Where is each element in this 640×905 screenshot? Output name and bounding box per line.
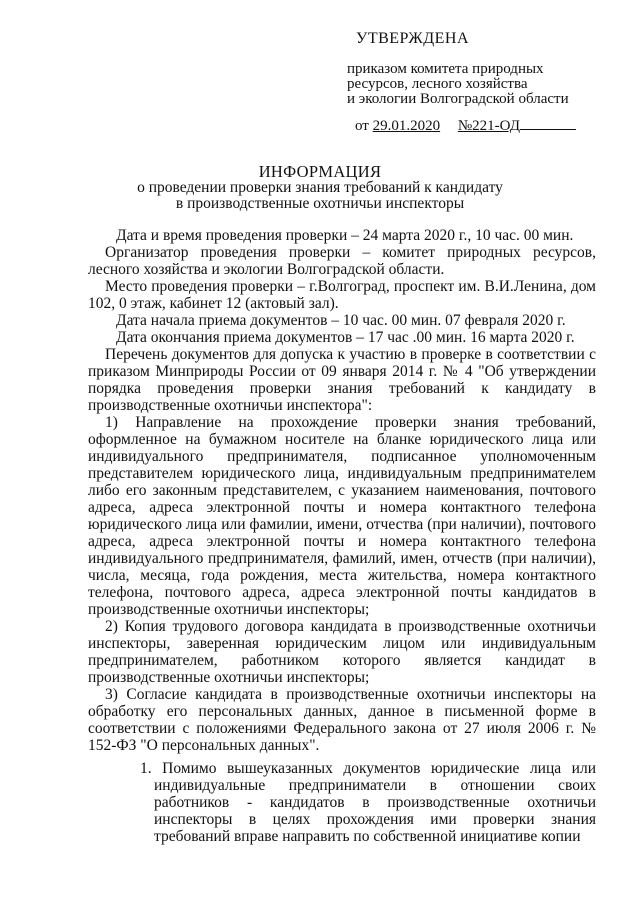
paragraph-date-time: Дата и время проведения проверки – 24 марта 2020 г., 10 час. 00 мин. bbox=[116, 227, 574, 244]
document-subtitle-1: о проведении проверки знания требований к кандидату bbox=[137, 179, 503, 196]
approval-date: 29.01.2020 bbox=[372, 118, 441, 134]
approval-line-1: приказом комитета природных bbox=[347, 61, 544, 77]
approval-title: УТВЕРЖДЕНА bbox=[356, 30, 470, 47]
approval-date-line bbox=[355, 117, 576, 135]
approval-date-prefix: от bbox=[355, 118, 369, 134]
approval-line-3: и экологии Волгоградской области bbox=[347, 91, 569, 107]
list-item-3: 3) Согласие кандидата в производственные охотничьи инспекторы на обработку его персональных данных, данное в письменной форме в соответствии с положениями Федерального закона от 27 июля 2006 г. № 152-ФЗ "О персональных данных". bbox=[88, 686, 596, 754]
list-item-2: 2) Копия трудового договора кандидата в производственные охотничьи инспекторы, заверенная юридическим лицом или индивидуальным предпринимателем, работником которого является кандидат в производственные охотничьи инспекторы; bbox=[88, 618, 596, 686]
number-underline bbox=[520, 117, 576, 130]
document-subtitle-2: в производственные охотничьи инспекторы bbox=[175, 195, 465, 212]
paragraph-location: Место проведения проверки – г.Волгоград, проспект им. В.И.Ленина, дом 102, 0 этаж, кабинет 12 (актовый зал). bbox=[88, 278, 596, 312]
paragraph-end-date: Дата окончания приема документов – 17 час .00 мин. 16 марта 2020 г. bbox=[116, 329, 575, 346]
approval-number: №221-ОД bbox=[457, 118, 520, 134]
paragraph-documents-list: Перечень документов для допуска к участию в проверке в соответствии с приказом Минприроды России от 09 января 2014 г. № 4 "Об утверждении порядка проведения проверки знания требований к кандидату в производственные охотничьи инспектора": bbox=[88, 346, 596, 414]
document-heading bbox=[0, 164, 640, 212]
paragraph-start-date: Дата начала приема документов – 10 час. 00 мин. 07 февраля 2020 г. bbox=[116, 312, 566, 329]
document-body bbox=[88, 227, 596, 845]
list-item-1: 1) Направление на прохождение проверки знания требований, оформленное на бумажном носителе на бланке юридического лица или индивидуального предпринимателя, подписанное уполномоченным представителем юридического лица, индивидуальным предпринимателем либо его законным представителем, с указанием наименования, почтового адреса, адреса электронной почты и номера контактного телефона юридического лица или фамилии, имени, отчества (при наличии), почтового адреса, адреса электронной почты и номера контактного телефона индивидуального предпринимателя, фамилий, имен, отчеств (при наличии), числа, месяца, года рождения, места жительства, номера контактного телефона, почтового адреса, адреса электронной почты кандидатов в производственные охотничьи инспекторы; bbox=[88, 414, 596, 618]
paragraph-organizer: Организатор проведения проверки – комитет природных ресурсов, лесного хозяйства и экологии Волгоградской области. bbox=[88, 244, 596, 278]
approval-line-2: ресурсов, лесного хозяйства bbox=[347, 76, 528, 92]
note-item-1: 1. Помимо вышеуказанных документов юридические лица или индивидуальные предприниматели в отношении своих работников - кандидатов в производственные охотничьи инспекторы в целях прохождения ими проверки знания требований вправе направить по собственной инициативе копии bbox=[140, 760, 596, 845]
document-title: ИНФОРМАЦИЯ bbox=[258, 162, 382, 181]
